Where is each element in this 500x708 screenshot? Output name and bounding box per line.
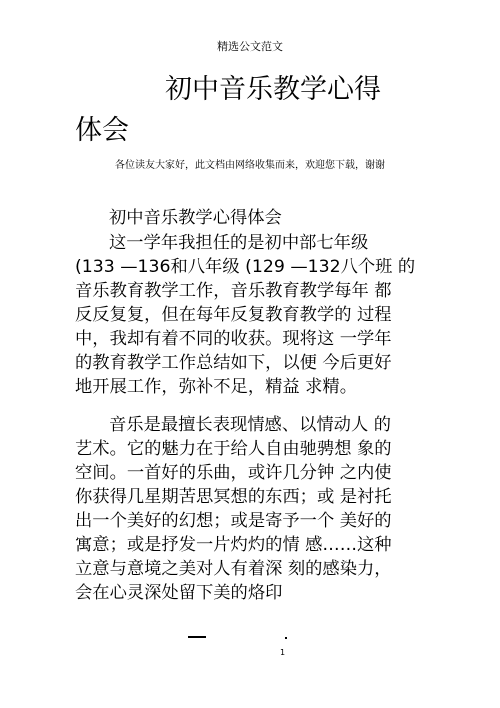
article-subtitle (75, 206, 435, 230)
paragraph-line: (133 —136和八年级 (129 —132八个班 的 (75, 257, 416, 277)
greeting-note: 各位读友大家好，此文档由网络收集而来，欢迎您下载，谢谢 (115, 160, 385, 171)
paragraph-line: 音乐是最擅长表现情感、以情动人 的 (109, 415, 391, 435)
paragraph-line: 空间。一首好的乐曲，或许几分钟 之内使 (75, 463, 392, 483)
paragraph-line: 中，我却有着不同的收获。现将这 一学年 (75, 329, 392, 349)
paragraph-line: 艺术。它的魅力在于给人自由驰骋想 象的 (75, 439, 392, 459)
paragraph-line: 音乐教育教学工作，音乐教育教学每年 都 (75, 281, 392, 301)
paragraph-line: 会在心灵深处留下美的烙印 (75, 583, 283, 603)
paragraph-2 (75, 413, 435, 605)
paragraph-line: 地开展工作，弥补不足，精益 求精。 (75, 377, 357, 397)
paragraph-line: 的教育教学工作总结如下，以便 今后更好 (75, 353, 392, 373)
paragraph-line: 寓意；或是抒发一片灼灼的情 感……这种 (75, 535, 392, 555)
page-number: 1 (280, 648, 286, 657)
document-title-line1: 初中音乐教学心得 (165, 74, 381, 105)
dash-mark (188, 636, 206, 638)
paragraph-line: 立意与意境之美对人有着深 刻的感染力， (75, 559, 392, 579)
paragraph-line: 这一学年我担任的是初中部七年级 (109, 233, 369, 253)
paragraph-line: 你获得几星期苦思冥想的东西；或 是衬托 (75, 487, 392, 507)
document-title-line2: 体会 (75, 115, 129, 146)
paragraph-1 (75, 231, 435, 399)
paragraph-line: 反反复复，但在每年反复教育教学的 过程 (75, 305, 392, 325)
page-header: 精选公文范文 (217, 40, 283, 53)
subtitle-text: 初中音乐教学心得体会 (109, 208, 282, 228)
footer-dot (285, 637, 287, 639)
paragraph-line: 出一个美好的幻想；或是寄予一个 美好的 (75, 511, 392, 531)
